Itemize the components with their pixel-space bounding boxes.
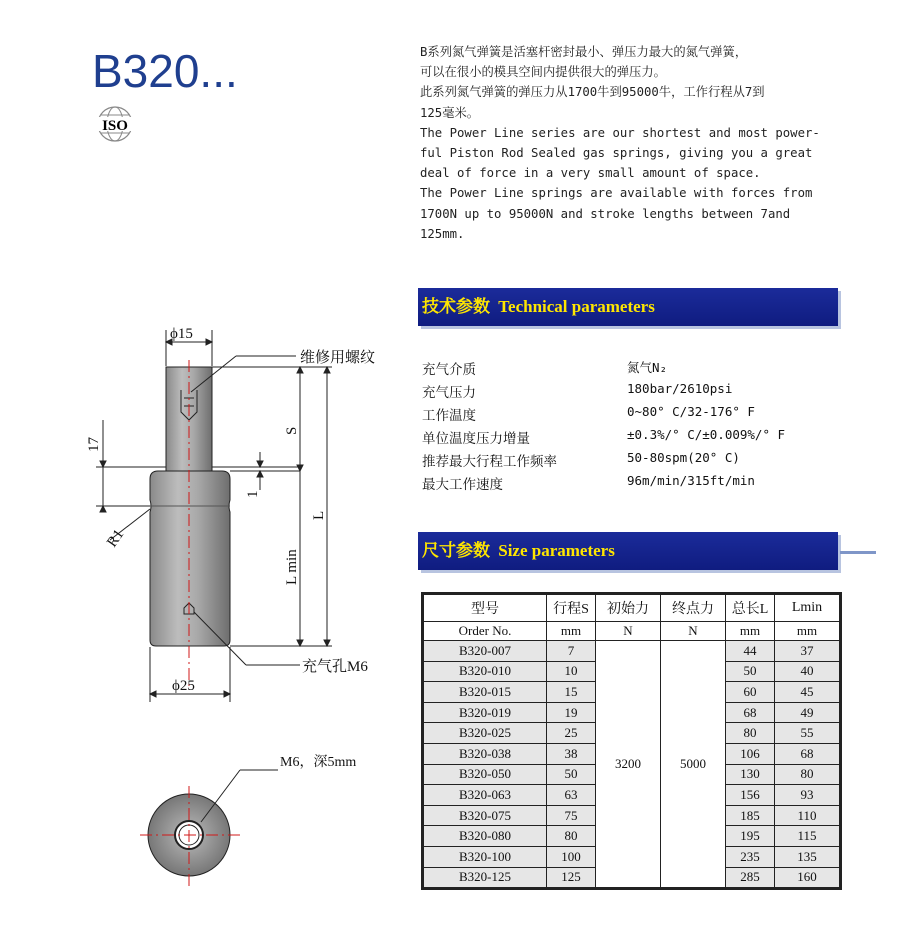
table-cell: 37 [775, 641, 840, 662]
description-line: 125mm. [420, 226, 465, 241]
table-header-cell: 行程S [547, 595, 596, 622]
table-cell: 185 [726, 805, 775, 826]
table-cell: 15 [547, 682, 596, 703]
table-cell: B320-050 [424, 764, 547, 785]
table-header-cell: 型号 [424, 595, 547, 622]
param-value: 50-80spm(20° C) [627, 450, 740, 465]
charge-hole-label: 充气孔M6 [302, 659, 368, 675]
gas-spring-drawing [0, 0, 410, 936]
table-cell: 100 [547, 846, 596, 867]
table-cell: 80 [547, 826, 596, 847]
table-subheader-cell: Order No. [424, 622, 547, 641]
param-value: 180bar/2610psi [627, 381, 733, 396]
table-cell: B320-100 [424, 846, 547, 867]
table-subheader-cell: N [661, 622, 726, 641]
param-label: 充气介质 [422, 362, 476, 377]
size-heading-cn: 尺寸参数 [422, 541, 490, 560]
param-label: 充气压力 [422, 385, 476, 400]
table-header-cell: 总长L [726, 595, 775, 622]
description [420, 42, 840, 244]
size-parameters-banner [418, 532, 838, 570]
param-label: 最大工作速度 [422, 477, 503, 492]
table-header-cell: 终点力 [661, 595, 726, 622]
table-cell: 50 [726, 661, 775, 682]
description-line: B系列氮气弹簧是活塞杆密封最小、弹压力最大的氮气弹簧， [420, 45, 748, 59]
table-cell: 25 [547, 723, 596, 744]
dim-17-label: 17 [86, 437, 102, 452]
table-header-cell: Lmin [775, 595, 840, 622]
table-cell: B320-015 [424, 682, 547, 703]
param-value: 氮气N₂ [627, 360, 668, 375]
table-cell: 45 [775, 682, 840, 703]
table-cell: 19 [547, 702, 596, 723]
table-subheader-row [424, 622, 840, 641]
table-cell: 156 [726, 785, 775, 806]
table-cell: 80 [726, 723, 775, 744]
table-cell: B320-019 [424, 702, 547, 723]
table-cell: B320-080 [424, 826, 547, 847]
table-cell: 130 [726, 764, 775, 785]
table-subheader-cell: N [596, 622, 661, 641]
param-label: 工作温度 [422, 408, 476, 423]
body-diameter-label: ϕ25 [172, 678, 195, 694]
table-cell: 110 [775, 805, 840, 826]
table-cell: 10 [547, 661, 596, 682]
end-force-cell: 5000 [661, 641, 726, 888]
technical-parameters-banner [418, 288, 838, 326]
table-cell: 7 [547, 641, 596, 662]
dim-l-label: L [311, 510, 327, 520]
table-cell: 135 [775, 846, 840, 867]
table-cell: 75 [547, 805, 596, 826]
description-line: 可以在很小的模具空间内提供很大的弹压力。 [420, 65, 666, 80]
table-cell: 68 [775, 743, 840, 764]
table-cell: 195 [726, 826, 775, 847]
table-header-cell: 初始力 [596, 595, 661, 622]
description-line: 此系列氮气弹簧的弹压力从1700牛到95000牛，工作行程从7到 [420, 85, 765, 100]
dim-r1-label: R1 [104, 526, 128, 551]
table-subheader-cell: mm [547, 622, 596, 641]
description-line: deal of force in a very small amount of space. [420, 166, 761, 181]
table-cell: 60 [726, 682, 775, 703]
technical-heading-cn: 技术参数 [422, 297, 490, 316]
size-heading-en: Size parameters [498, 541, 615, 560]
table-cell: 40 [775, 661, 840, 682]
table-cell: B320-125 [424, 867, 547, 888]
rod-diameter-label: ϕ15 [170, 326, 193, 342]
table-cell: B320-038 [424, 743, 547, 764]
description-line: 1700N up to 95000N and stroke lengths between 7and [420, 206, 791, 221]
page-title: B320... [92, 45, 238, 97]
description-line: The Power Line series are our shortest and most power- [420, 125, 820, 140]
dim-s-label: S [284, 426, 300, 435]
table-cell: 55 [775, 723, 840, 744]
table-cell: 285 [726, 867, 775, 888]
table-cell: B320-063 [424, 785, 547, 806]
table-cell: 63 [547, 785, 596, 806]
param-label: 推荐最大行程工作频率 [422, 454, 557, 469]
table-header-row [424, 595, 840, 622]
description-line: 125毫米。 [420, 105, 480, 120]
technical-heading-en: Technical parameters [498, 297, 655, 316]
table-cell: 50 [547, 764, 596, 785]
table-cell: 44 [726, 641, 775, 662]
param-value: 96m/min/315ft/min [627, 473, 755, 488]
table-row [424, 641, 840, 662]
thread-label: 维修用螺纹 [300, 350, 376, 366]
description-line: The Power Line springs are available with forces from [420, 186, 813, 201]
initial-force-cell: 3200 [596, 641, 661, 888]
table-cell: B320-010 [424, 661, 547, 682]
table-cell: 80 [775, 764, 840, 785]
table-cell: 49 [775, 702, 840, 723]
table-cell: 235 [726, 846, 775, 867]
table-cell: 38 [547, 743, 596, 764]
table-cell: B320-025 [424, 723, 547, 744]
bottom-hole-label: M6，深5mm [280, 755, 357, 770]
table-cell: B320-007 [424, 641, 547, 662]
table-subheader-cell: mm [775, 622, 840, 641]
table-cell: 106 [726, 743, 775, 764]
table-cell: B320-075 [424, 805, 547, 826]
size-table [423, 594, 840, 888]
iso-logo-text: ISO [102, 118, 128, 134]
param-value: ±0.3%/° C/±0.009%/° F [627, 427, 786, 442]
description-line: ful Piston Rod Sealed gas springs, giving you a great [420, 146, 813, 161]
table-cell: 115 [775, 826, 840, 847]
table-cell: 125 [547, 867, 596, 888]
param-value: 0~80° C/32-176° F [627, 404, 755, 419]
table-cell: 93 [775, 785, 840, 806]
dim-1-label: 1 [245, 490, 261, 498]
cylinder-body [150, 471, 230, 646]
table-cell: 68 [726, 702, 775, 723]
dim-lmin-label: L min [284, 549, 300, 585]
param-label: 单位温度压力增量 [422, 431, 530, 446]
table-cell: 160 [775, 867, 840, 888]
table-subheader-cell: mm [726, 622, 775, 641]
banner-accent [840, 551, 876, 554]
